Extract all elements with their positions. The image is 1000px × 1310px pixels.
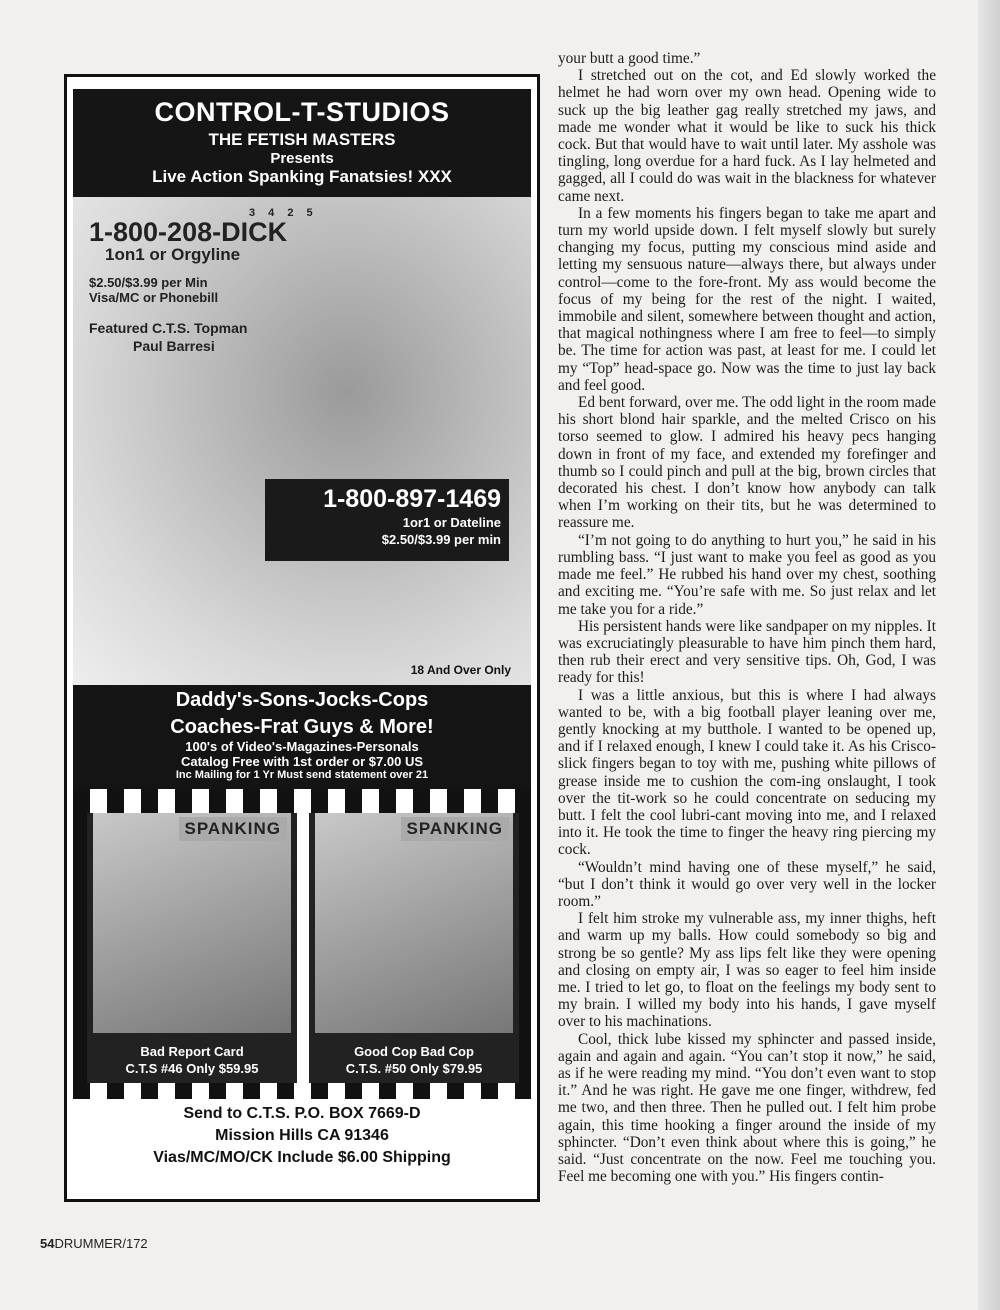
video-photo [315, 813, 513, 1033]
video-title: Bad Report Card [140, 1044, 244, 1059]
price-2: $2.50/$3.99 per min [381, 532, 501, 547]
video-card [309, 813, 519, 1083]
catalog-band [73, 685, 531, 789]
page-number: 54 [40, 1236, 55, 1251]
headline: Live Action Spanking Fanatsies! XXX [152, 167, 452, 186]
page-edge [978, 0, 1000, 1310]
payment-1: Visa/MC or Phonebill [89, 290, 219, 305]
studio-name: CONTROL-T-STUDIOS [154, 97, 450, 127]
advertisement [64, 74, 540, 1202]
featured-label: Featured C.T.S. Topman [89, 320, 248, 336]
order-line: Vias/MC/MO/CK Include $6.00 Shipping [153, 1149, 451, 1166]
paragraph: In a few moments his fingers began to take me apart and turn my world upside down. I felt myself slowly but surely changing my focus, putting my conscious mind aside and letting my sensuous nature—always there, but always under control—come to the fore-front. My ass would become the focus of my being for the rest of the night. I waited, immobile and silent, somewhere between thought and action, that magical nothingness where I am free to feel—to simply be. The time for action was past, at least for me. I could let my “Top” head-space go. Now was the time to just lay back and feel good. [558, 204, 936, 394]
model-photo [73, 197, 531, 685]
band-line: Coaches-Frat Guys & More! [170, 716, 434, 738]
ad-header [73, 89, 531, 197]
band-line: Inc Mailing for 1 Yr Must send statement over 21 [175, 769, 429, 781]
phone-number-2: 1-800-897-1469 [323, 485, 501, 513]
paragraph: “I’m not going to do anything to hurt you,” he said in his rumbling bass. “I just want to make you feel as good as you made me feel.” He rubbed his hand over my chest, soothing and exciting me. “You’re safe with me. So just relax and let me take you for a ride.” [558, 531, 936, 618]
article-column [558, 50, 936, 1185]
age-notice: 18 And Over Only [410, 663, 511, 677]
paragraph: His persistent hands were like sandpaper on my nipples. It was excruciatingly pleasurable to have him pinch them hard, then rub their erect and very sensitive tips. Oh, God, I was ready for this! [558, 617, 936, 687]
band-line: Catalog Free with 1st order or $7.00 US [180, 754, 424, 769]
order-line: Mission Hills CA 91346 [215, 1127, 389, 1144]
paragraph: Cool, thick lube kissed my sphincter and passed inside, again and again and again. “You can’t stop it now,” he said, as if he were reading my mind. “You don’t even want to stop it.” And he was right. He gave me one finger, withdrew, fed me two, and then three. Then he pulled out. I felt him probe again, this time hooking a finger around the inside of my sphincter. “Don’t even think about where this is going,” he said. “Just concentrate on the now. Feel me touching you. Feel me becoming one with you.” His fingers contin- [558, 1030, 936, 1186]
presents: Presents [270, 150, 334, 167]
paragraph: I was a little anxious, but this is where I had always wanted to be, with a big football player leaning over me, gently knocking at my butthole. I wanted to be opened up, and if I relaxed enough, I knew I could take it. As his Crisco-slick fingers began to toy with me, pushing white pillows of grease inside me to cushion the com-ing onslaught, I took over the tit-work so he could concentrate on seducing my butt. I felt the cool lubri-cant moving into me, and I relaxed into it. He took the time to finger the heavy ring piercing my cock. [558, 686, 936, 859]
paragraph: I stretched out on the cot, and Ed slowly worked the helmet he had worn over my own head. Opening wide to suck up the big leather gag really stretched my jaws, and made me wonder what it would be like to suck his thick cock. But that would have to wait until later. My asshole was tingling, long overdue for a hard fuck. As I lay helmeted and gagged, all I could do was wait in the blackness for whatever came next. [558, 67, 936, 205]
phone-digits: 3 4 2 5 [249, 207, 318, 219]
order-line: Send to C.T.S. P.O. BOX 7669-D [183, 1105, 421, 1122]
phone-block-2 [265, 479, 509, 561]
phone-2-sub: 1or1 or Dateline [402, 515, 501, 530]
paragraph: your butt a good time.” [558, 50, 701, 67]
phone-number-1: 1-800-208-DICK [89, 217, 288, 247]
video-title: Good Cop Bad Cop [354, 1044, 474, 1059]
phone-block-1 [89, 207, 318, 355]
video-card [87, 813, 297, 1083]
band-line: Daddy's-Sons-Jocks-Cops [175, 689, 429, 711]
video-gallery [73, 789, 531, 1099]
band-line: 100's of Video's-Magazines-Personals [185, 739, 419, 754]
tagline: THE FETISH MASTERS [208, 130, 396, 149]
video-price: C.T.S. #50 Only $79.95 [345, 1061, 483, 1076]
phone-1-sub: 1on1 or Orgyline [105, 245, 241, 264]
paragraph: I felt him stroke my vulnerable ass, my inner thighs, heft and warm up my balls. How could somebody so big and strong be so gentle? My ass lips felt like they were opening and closing on empty air, I was so eager to feel him inside me. I tried to let go, to float on the feelings my body sent to my brain. I willed my body into his hands, I gave myself over to his machinations. [558, 910, 936, 1031]
video-logo: SPANKING [179, 817, 287, 841]
featured-name: Paul Barresi [133, 338, 215, 354]
paragraph: Ed bent forward, over me. The odd light in the room made his short blond hair sparkle, and the melted Crisco on his torso seemed to glow. I admired his heavy pecs hanging down in front of my face, and extended my forefinger and thumb so I could pinch and pull at the big, brown circles that decorated his chest. I don’t know how anybody can talk when I’m working on their tits, but he was determined to reassure me. [558, 394, 936, 532]
video-photo [93, 813, 291, 1033]
page-folio [40, 1236, 148, 1251]
magazine-issue: DRUMMER/172 [54, 1236, 148, 1251]
price-1: $2.50/$3.99 per Min [89, 275, 208, 290]
video-logo: SPANKING [401, 817, 509, 841]
video-price: C.T.S #46 Only $59.95 [125, 1061, 259, 1076]
paragraph: “Wouldn’t mind having one of these myself,” he said, “but I don’t think it would go over very well in the locker room.” [558, 858, 936, 910]
order-info [73, 1103, 531, 1169]
